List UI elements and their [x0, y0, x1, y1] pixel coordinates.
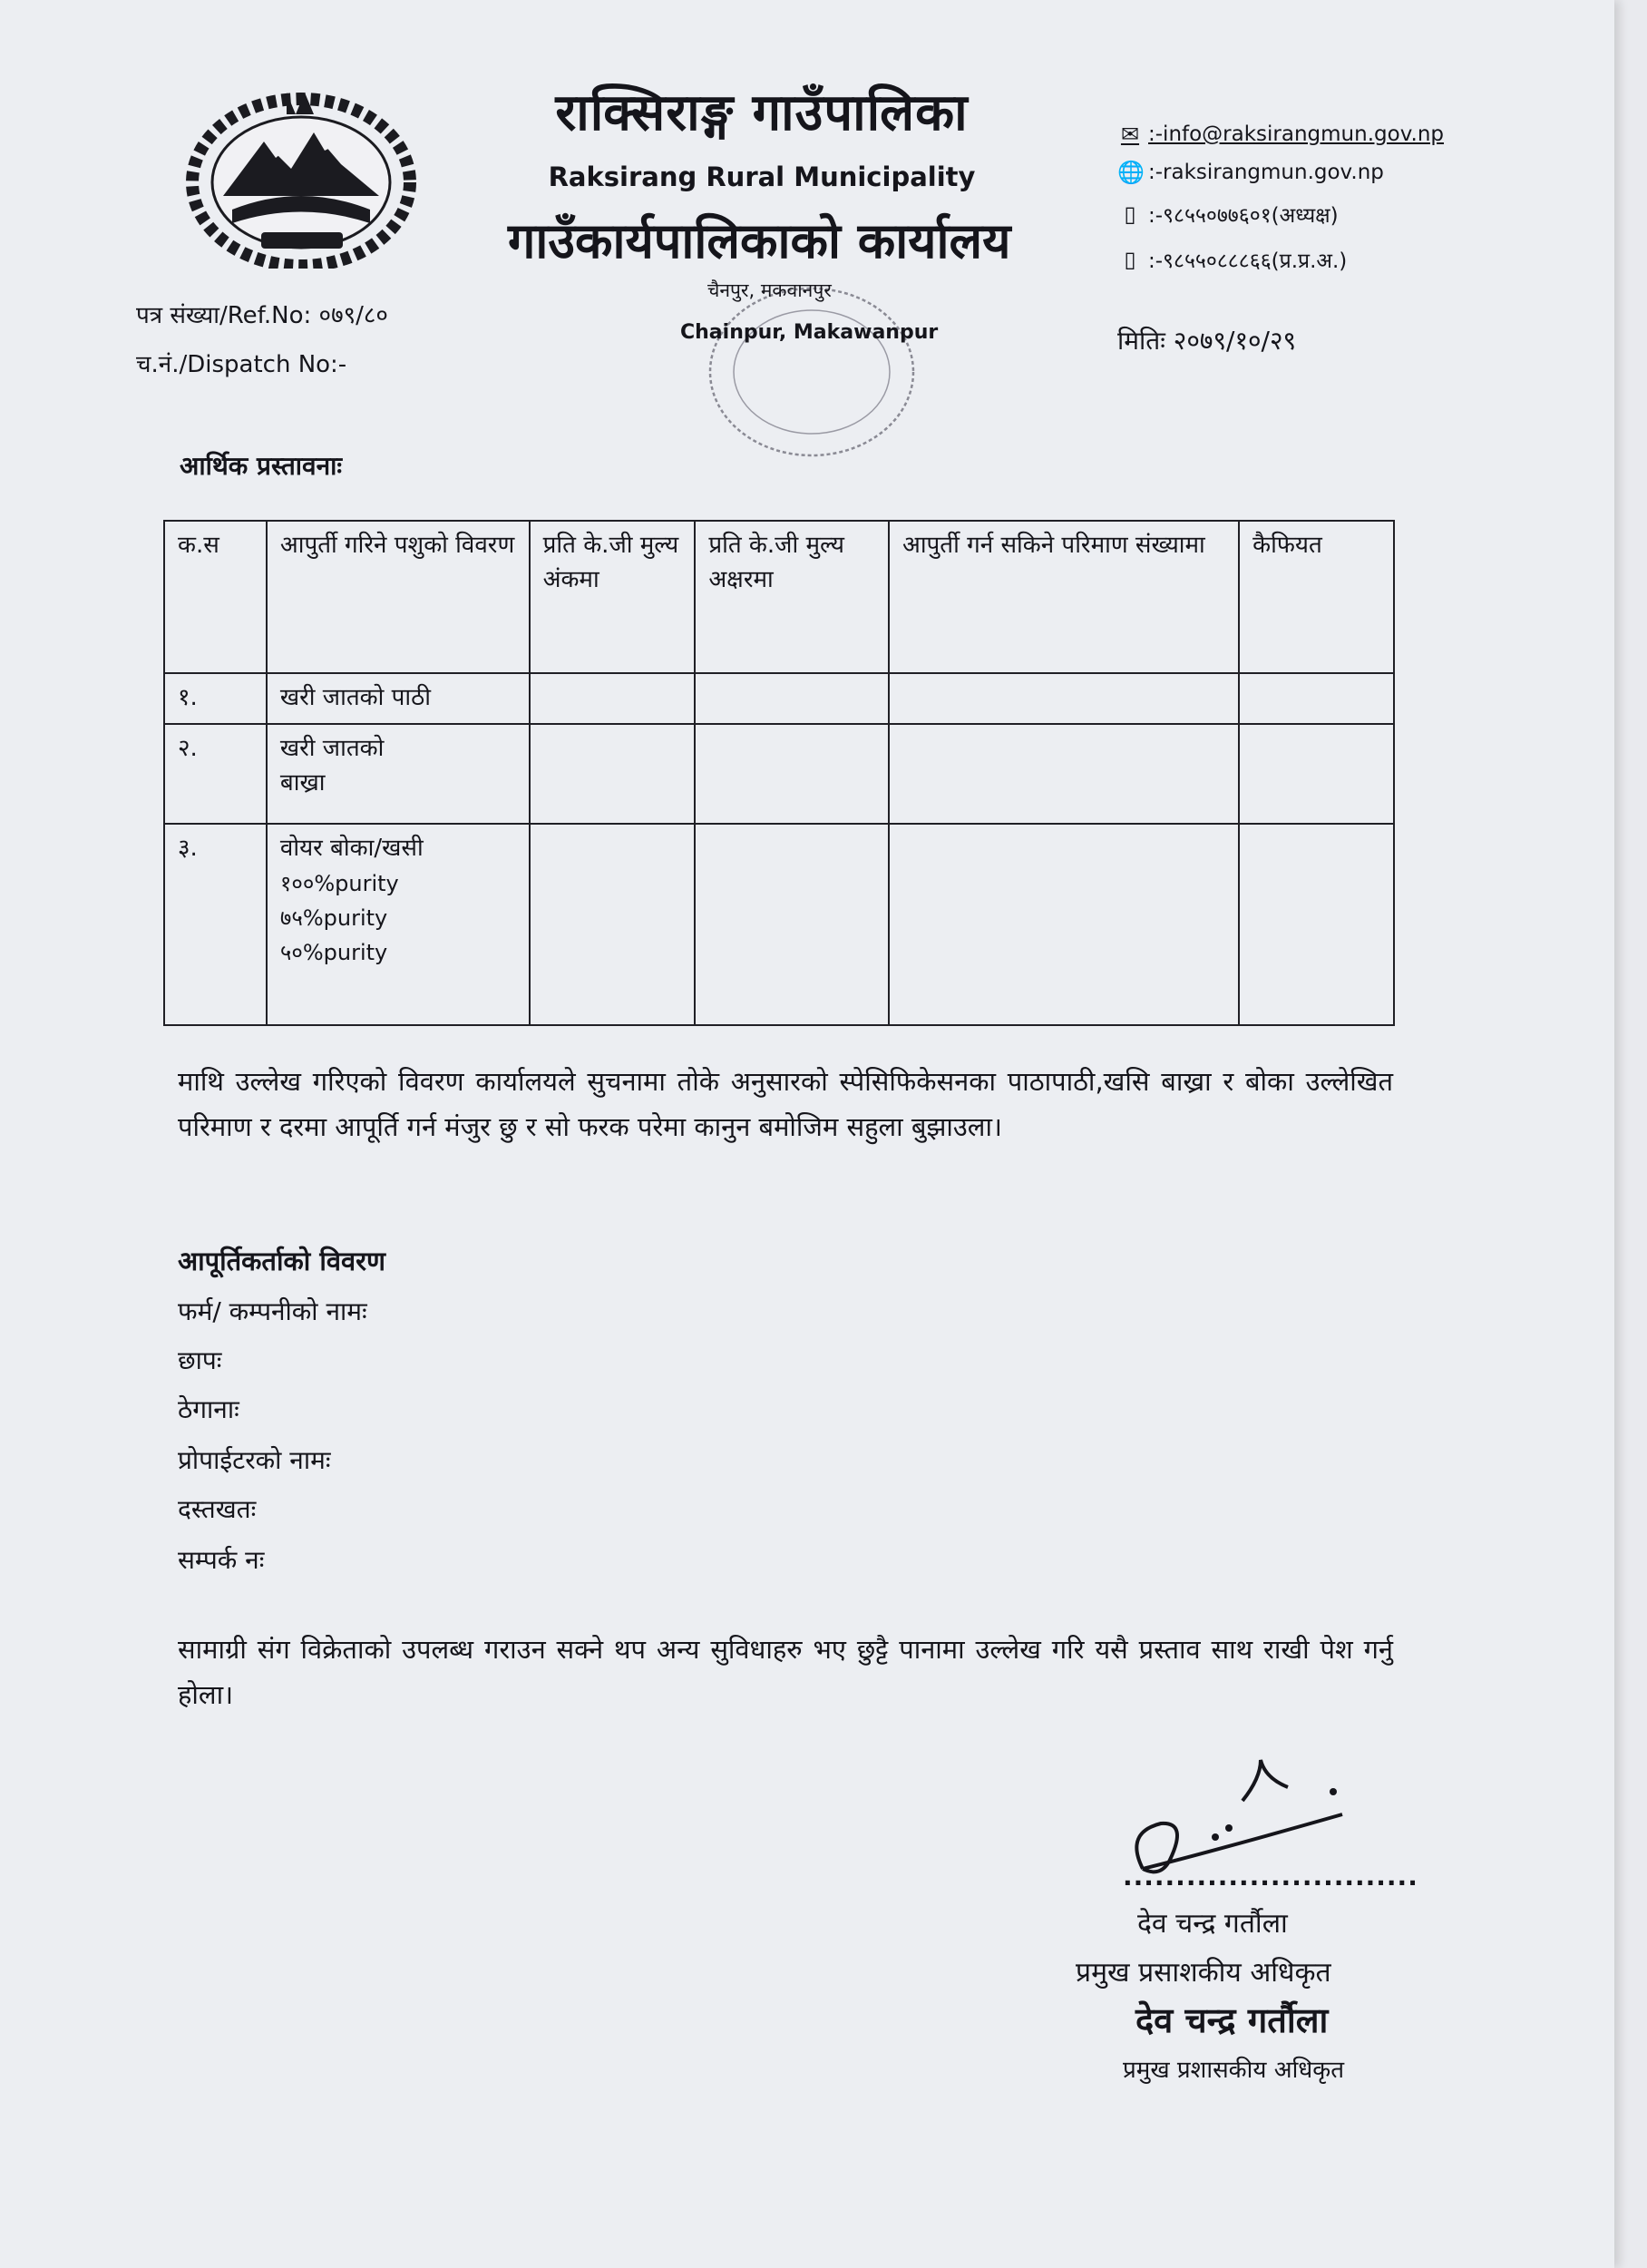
field-address: ठेगानाः [178, 1394, 239, 1424]
contact-phone-2-text: :-९८५५०८८८६६(प्र.प्र.अ.) [1148, 249, 1348, 273]
signature-line: ............................ [1123, 1862, 1418, 1892]
table-header-row [164, 521, 1394, 673]
row-serial: १. [164, 673, 267, 724]
row-cell-empty [889, 724, 1239, 824]
contact-website [1117, 160, 1384, 185]
row-cell-empty [695, 724, 889, 824]
row-description: खरी जातको बाख्रा [267, 724, 530, 824]
field-proprietor-name: प्रोपाईटरको नामः [178, 1445, 331, 1475]
row-cell-empty [530, 824, 696, 1025]
table-row [164, 673, 1394, 724]
additional-facilities-paragraph: सामाग्री संग विक्रेताको उपलब्ध गराउन सक्ने थप अन्य सुविधाहरु भए छुट्टै पानामा उल्लेख गरि यसै प्रस्ताव साथ राखी पेश गर्नु होला। [178, 1634, 1393, 1710]
field-seal: छापः [178, 1345, 222, 1375]
row-description: वोयर बोका/खसी [279, 835, 424, 862]
row-serial: ३. [164, 824, 267, 1025]
table-header-cell: आपुर्ती गरिने पशुको विवरण [267, 521, 530, 673]
signatory-designation-stamp: प्रमुख प्रशासकीय अधिकृत [1123, 2057, 1345, 2084]
signatory-name-stamp: देव चन्द्र गर्तौला [1135, 1999, 1329, 2040]
row-cell-empty [695, 824, 889, 1025]
contact-phone-2 [1117, 245, 1347, 274]
purity-option: ५०%purity [279, 940, 388, 966]
globe-icon: 🌐 [1117, 160, 1145, 185]
dispatch-number: च.नं./Dispatch No:- [136, 351, 347, 378]
email-icon: ✉ [1120, 122, 1140, 147]
table-header-cell: क.स [164, 521, 267, 673]
table-row [164, 724, 1394, 824]
letter-date: मितिः २०७९/१०/२९ [1117, 326, 1297, 356]
signatory-name: देव चन्द्र गर्तौला [1137, 1908, 1288, 1940]
table-header-cell: प्रति के.जी मुल्य अंकमा [530, 521, 696, 673]
field-contact-number: सम्पर्क नः [178, 1545, 265, 1575]
table-header-cell: आपुर्ती गर्न सकिने परिमाण संख्यामा [889, 521, 1239, 673]
row-cell-empty [530, 724, 696, 824]
contact-email [1117, 122, 1444, 147]
field-firm-name: फर्म/ कम्पनीको नामः [178, 1296, 367, 1326]
address-np: चैनपुर, मकवानपुर [707, 279, 832, 301]
contact-email-text: :-info@raksirangmun.gov.np [1148, 122, 1445, 146]
purity-option: १००%purity [279, 870, 399, 896]
mobile-icon: ▯ [1124, 247, 1136, 272]
table-header-cell: कैफियत [1239, 521, 1394, 673]
proposal-table [163, 520, 1395, 1026]
row-description-cell [267, 824, 530, 1025]
agreement-paragraph: माथि उल्लेख गरिएको विवरण कार्यालयले सुचनामा तोके अनुसारको स्पेसिफिकेसनका पाठापाठी,खसि बाख्रा र बोका उल्लेखित परिमाण र दरमा आपूर्ति गर्न मंजुर छु र सो फरक परेमा कानुन बमोजिम सहुला बुझाउला। [178, 1066, 1393, 1142]
section-title: आर्थिक प्रस्तावनाः [180, 451, 343, 481]
address-en: Chainpur, Makawanpur [680, 321, 939, 344]
field-signature: दस्तखतः [178, 1494, 257, 1524]
row-cell-empty [889, 673, 1239, 724]
purity-option: ७५%purity [279, 905, 388, 932]
municipality-title-np: राक्सिराङ्ग गाउँपालिका [555, 83, 969, 142]
row-cell-empty [889, 824, 1239, 1025]
mobile-icon: ▯ [1124, 201, 1136, 227]
contact-phone-1-text: :-९८५५०७७६०१(अध्यक्ष) [1148, 204, 1339, 228]
supplier-section-title: आपूर्तिकर्ताको विवरण [178, 1246, 385, 1276]
row-cell-empty [1239, 673, 1394, 724]
row-cell-empty [1239, 724, 1394, 824]
signatory-designation: प्रमुख प्रसाशकीय अधिकृत [1076, 1957, 1331, 1989]
row-cell-empty [1239, 824, 1394, 1025]
contact-website-text: :-raksirangmun.gov.np [1148, 161, 1384, 184]
table-row [164, 824, 1394, 1025]
nepal-emblem-logo [178, 87, 424, 269]
row-serial: २. [164, 724, 267, 824]
reference-number: पत्र संख्या/Ref.No: ०७९/८० [136, 302, 388, 329]
table-header-cell: प्रति के.जी मुल्य अक्षरमा [695, 521, 889, 673]
row-cell-empty [530, 673, 696, 724]
contact-phone-1 [1117, 200, 1339, 229]
office-title: गाउँकार्यपालिकाको कार्यालय [508, 211, 1011, 269]
row-description: खरी जातको पाठी [267, 673, 530, 724]
row-cell-empty [695, 673, 889, 724]
municipality-title-en: Raksirang Rural Municipality [548, 161, 976, 192]
